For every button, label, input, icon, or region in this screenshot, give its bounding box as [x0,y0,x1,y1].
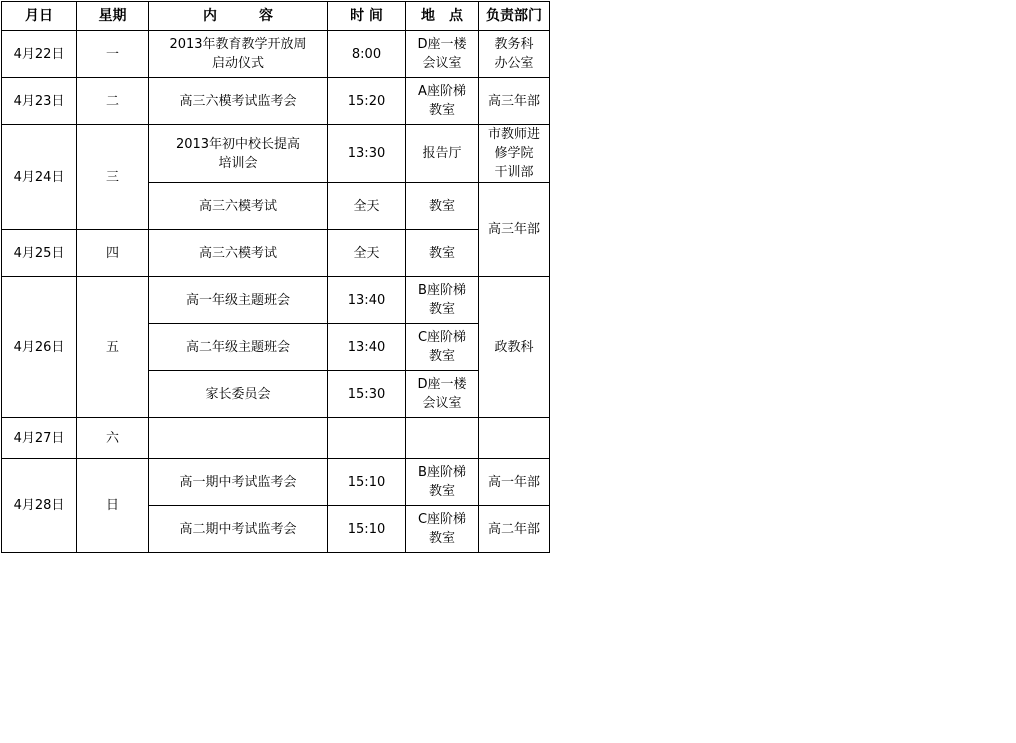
table-row [2,125,550,183]
content-cell: 2013年教育教学开放周 启动仪式 [149,31,328,78]
dept-cell: 政教科 [479,277,550,418]
place-cell: 教室 [406,230,479,277]
content-cell: 高三六模考试监考会 [149,78,328,125]
time-cell: 15:30 [328,371,406,418]
schedule-table [1,1,550,553]
content-cell: 高二期中考试监考会 [149,506,328,553]
weekday-cell: 二 [77,78,149,125]
header-content: 内 容 [149,2,328,31]
time-cell: 15:10 [328,506,406,553]
date-cell: 4月27日 [2,418,77,459]
time-cell: 全天 [328,183,406,230]
time-cell: 13:30 [328,125,406,183]
weekday-cell: 三 [77,125,149,230]
date-cell: 4月26日 [2,277,77,418]
dept-cell: 教务科 办公室 [479,31,550,78]
time-cell [328,418,406,459]
place-cell [406,418,479,459]
table-row [2,230,550,277]
dept-cell: 市教师进 修学院 干训部 [479,125,550,183]
header-time: 时 间 [328,2,406,31]
content-cell: 高一期中考试监考会 [149,459,328,506]
date-cell: 4月23日 [2,78,77,125]
place-cell: A座阶梯 教室 [406,78,479,125]
table-row [2,277,550,324]
time-cell: 15:10 [328,459,406,506]
date-cell: 4月22日 [2,31,77,78]
dept-cell: 高一年部 [479,459,550,506]
dept-cell [479,418,550,459]
header-row [2,2,550,31]
dept-cell: 高二年部 [479,506,550,553]
place-cell: B座阶梯 教室 [406,459,479,506]
content-cell: 高三六模考试 [149,183,328,230]
dept-cell: 高三年部 [479,183,550,277]
header-weekday: 星期 [77,2,149,31]
time-cell: 13:40 [328,277,406,324]
content-cell: 高二年级主题班会 [149,324,328,371]
content-cell: 家长委员会 [149,371,328,418]
dept-cell: 高三年部 [479,78,550,125]
content-cell: 2013年初中校长提高 培训会 [149,125,328,183]
table-row [2,459,550,506]
date-cell: 4月24日 [2,125,77,230]
date-cell: 4月28日 [2,459,77,553]
table-row [2,31,550,78]
place-cell: D座一楼 会议室 [406,371,479,418]
weekday-cell: 一 [77,31,149,78]
table-row [2,418,550,459]
weekday-cell: 五 [77,277,149,418]
time-cell: 8:00 [328,31,406,78]
place-cell: 报告厅 [406,125,479,183]
weekday-cell: 四 [77,230,149,277]
place-cell: B座阶梯 教室 [406,277,479,324]
place-cell: C座阶梯 教室 [406,324,479,371]
weekday-cell: 六 [77,418,149,459]
header-place: 地 点 [406,2,479,31]
place-cell: C座阶梯 教室 [406,506,479,553]
time-cell: 13:40 [328,324,406,371]
header-dept: 负责部门 [479,2,550,31]
date-cell: 4月25日 [2,230,77,277]
content-cell: 高一年级主题班会 [149,277,328,324]
weekday-cell: 日 [77,459,149,553]
content-cell: 高三六模考试 [149,230,328,277]
table-row [2,78,550,125]
content-cell [149,418,328,459]
time-cell: 全天 [328,230,406,277]
place-cell: 教室 [406,183,479,230]
header-date: 月日 [2,2,77,31]
time-cell: 15:20 [328,78,406,125]
place-cell: D座一楼 会议室 [406,31,479,78]
